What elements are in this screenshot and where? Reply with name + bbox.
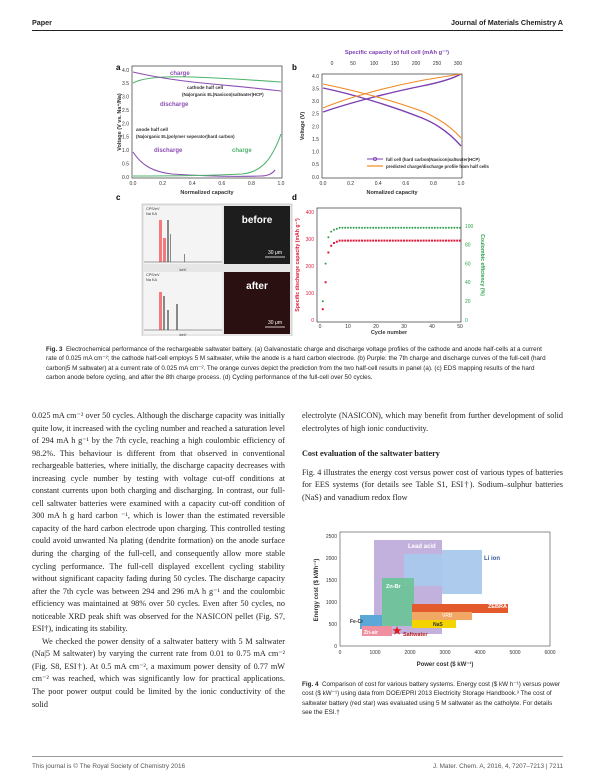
panel-d-ytick-1: 300 bbox=[305, 236, 314, 243]
cathode-note-2: (Na|organic EL|Nasicon|saltwater|HCP) bbox=[182, 92, 264, 97]
efficiency-point bbox=[325, 263, 327, 265]
figure-3-caption-text: Electrochemical performance of the rechargeable saltwater battery. (a) Galvanostatic charge and discharge voltage profiles of the cathode and anode half-cells at a current rate of 0.025 mA cm⁻²; the cathode half-cell employs 5 M saltwater, while the anode is a hard carbon electrode. (b) Purple: the 7th charge and discharge curves of the full-cell (hard carbon|5 M saltwater) at a current rate of 0.025 mA cm⁻². The orange curves depict the prediction from the two half-cell results in panel (a). (c) EDS mapping results of the hard carbon anode before cycling, and after the 8th charge process. (d) Cycling performance of the full-cell over 50 cycles. bbox=[46, 346, 546, 382]
capacity-point bbox=[369, 240, 371, 242]
capacity-point bbox=[322, 308, 324, 310]
capacity-point bbox=[411, 240, 413, 242]
efficiency-point bbox=[395, 227, 397, 229]
figure-4 bbox=[302, 528, 563, 668]
panel-d-xtick-0: 0 bbox=[318, 324, 322, 330]
capacity-point bbox=[439, 240, 441, 242]
panel-b-ytick-5: 1.5 bbox=[312, 136, 319, 143]
header-right: Journal of Materials Chemistry A bbox=[451, 18, 563, 27]
panel-a-ytick-3: 2.5 bbox=[122, 107, 129, 114]
capacity-point bbox=[353, 240, 355, 242]
panel-d-y2tick-5: 0 bbox=[465, 317, 468, 324]
label-zn-air: Zn-air bbox=[364, 630, 378, 636]
panel-b-xtick-5: 1.0 bbox=[457, 181, 465, 187]
fig4-ytick-2: 1500 bbox=[325, 577, 337, 584]
panel-d-ytick-4: 0 bbox=[311, 317, 314, 324]
capacity-point bbox=[403, 240, 405, 242]
anode-note-1: anode half cell bbox=[136, 127, 168, 132]
fig4-ylabel: Energy cost ($ kWh⁻¹) bbox=[314, 558, 320, 622]
capacity-point bbox=[358, 240, 360, 242]
fig4-ytick-4: 500 bbox=[328, 621, 337, 628]
panel-a-frame bbox=[132, 66, 282, 178]
capacity-point bbox=[442, 240, 444, 242]
left-paragraph-2: We checked the power density of a saltwater battery with 5 M saltwater (Na|5 M saltwater) by varying the current rate from 0.01 to 0.75 mA cm⁻² (Fig. S8, ESI†). At 0.5 mA cm⁻², a maximum power density of 0.77 mW cm⁻² was reached, which was significantly low for practical applications. The poor power output could be limited by the ionic conductivity of the solid bbox=[32, 636, 285, 709]
panel-c-xlabel-before: keV bbox=[179, 267, 187, 272]
efficiency-point bbox=[392, 227, 394, 229]
efficiency-point bbox=[350, 227, 352, 229]
panel-b-ytick-6: 1.0 bbox=[312, 149, 319, 156]
panel-d-xlabel: Cycle number bbox=[370, 330, 408, 336]
fig4-xtick-1: 1000 bbox=[369, 650, 381, 656]
left-paragraph-1: 0.025 mA cm⁻² over 50 cycles. Although the discharge capacity was initially quite low, it increased with the cycling number and reached a saturation level of 294 mA h g⁻¹ by the 7th cycle, reaching a high coulombic efficiency of 98.2%. This behaviour is different from that observed in conventional rechargeable batteries, where initially, the discharge capacity decreases with increasing cycle number by testing with voltage cut-off conditions at constant currents upon both charging and discharging. In contrast, our full-cell saltwater batteries were examined with a capacity cut-off condition of 300 mA h g hard carbon ⁻¹, which is lower than the estimated reversible capacity of the hard carbon electrode upon charging. This controlled testing could avoid unwanted Na plating (dendrite formation) on the anode surface during the charging of the full-cell, and consequently allow more stable cycling performance. The full-cell displayed excellent cycling stability without significant capacity fading during 50 cycles. The discharge capacity after the 7th cycle was between 294 and 296 mA h g⁻¹ and the coulombic efficiency was maintained at 98% over 50 cycles. Even after 50 cycles, no noticeable XRD peak shift was observed for the NASICON pellet (Fig. S7, ESI†), indicating its stability. bbox=[32, 411, 285, 634]
panel-a-ytick-7: 0.5 bbox=[122, 161, 129, 168]
panel-b-xtick-0: 0.0 bbox=[319, 181, 327, 187]
panel-a-charge-label: charge bbox=[170, 71, 190, 77]
panel-b-xtick-1: 0.2 bbox=[347, 181, 355, 187]
fig4-xtick-5: 5000 bbox=[509, 650, 521, 656]
panel-c-na-after: Na KA bbox=[146, 278, 157, 282]
panel-b-toptick-5: 250 bbox=[432, 61, 442, 67]
capacity-point bbox=[431, 240, 433, 242]
panel-b-top-title: Specific capacity of full cell (mAh g⁻¹) bbox=[344, 50, 450, 56]
efficiency-point bbox=[397, 227, 399, 229]
efficiency-point bbox=[381, 227, 383, 229]
efficiency-point bbox=[417, 227, 419, 229]
capacity-point bbox=[367, 240, 369, 242]
panel-d-xtick-3: 30 bbox=[401, 324, 407, 330]
panel-a-xlabel: Normalized capacity bbox=[180, 190, 234, 196]
efficiency-point bbox=[456, 227, 458, 229]
eds-image-after bbox=[224, 272, 290, 334]
capacity-point bbox=[347, 240, 349, 242]
panel-c-cps-after: CPS/eV bbox=[146, 273, 160, 277]
efficiency-point bbox=[414, 227, 416, 229]
efficiency-point bbox=[423, 227, 425, 229]
figure-4-caption-text: Comparison of cost for various battery systems. Energy cost ($ kW h⁻¹) versus power cost ($ kW⁻¹) using data from DOE/EPRI 2013 Electricity Storage Handbook.³ The cost of saltwater battery (red star) was evaluated using 5 M saltwater as the catholyte. For details see the ESI.† bbox=[302, 681, 561, 717]
panel-a-ytick-6: 1.0 bbox=[122, 148, 129, 155]
efficiency-point bbox=[403, 227, 405, 229]
panel-b-frame bbox=[322, 74, 462, 178]
panel-c-scale-before: 30 μm bbox=[268, 250, 282, 256]
capacity-point bbox=[445, 240, 447, 242]
capacity-point bbox=[437, 240, 439, 242]
efficiency-point bbox=[344, 227, 346, 229]
fig4-xtick-0: 0 bbox=[338, 650, 342, 656]
panel-b-toptick-0: 0 bbox=[330, 61, 334, 67]
panel-b-toptick-3: 150 bbox=[390, 61, 400, 67]
panel-b-ylabel: Voltage (V) bbox=[300, 111, 306, 141]
efficiency-point bbox=[445, 227, 447, 229]
panel-c-before: before bbox=[241, 215, 273, 226]
region-li-ion bbox=[442, 550, 482, 594]
capacity-point bbox=[428, 240, 430, 242]
efficiency-point bbox=[420, 227, 422, 229]
panel-d-frame bbox=[317, 208, 461, 322]
capacity-point bbox=[333, 242, 335, 244]
capacity-point bbox=[361, 240, 363, 242]
label-zn-br: Zn-Br bbox=[386, 584, 401, 590]
efficiency-point bbox=[358, 227, 360, 229]
efficiency-point bbox=[333, 229, 335, 231]
capacity-point bbox=[372, 240, 374, 242]
efficiency-point bbox=[448, 227, 450, 229]
panel-a-ytick-1: 3.5 bbox=[122, 81, 129, 88]
panel-b-toptick-2: 100 bbox=[369, 61, 379, 67]
efficiency-point bbox=[383, 227, 385, 229]
efficiency-point bbox=[406, 227, 408, 229]
anode-discharge-label: discharge bbox=[154, 148, 183, 154]
footer-right: J. Mater. Chem. A, 2016, 4, 7207–7213 | 7211 bbox=[432, 763, 563, 770]
capacity-point bbox=[397, 240, 399, 242]
panel-a-xtick-3: 0.6 bbox=[218, 181, 226, 187]
panel-a-xtick-1: 0.2 bbox=[159, 181, 167, 187]
efficiency-point bbox=[336, 228, 338, 230]
capacity-point bbox=[364, 240, 366, 242]
anode-charge-label: charge bbox=[232, 148, 252, 154]
legend-full-cell: full cell (hard carbon|Nasicon|saltwater|HCP) bbox=[386, 157, 480, 162]
panel-d-y2tick-3: 40 bbox=[465, 280, 471, 287]
efficiency-point bbox=[451, 227, 453, 229]
figure-3-caption bbox=[46, 345, 554, 383]
label-nas: NaS bbox=[433, 622, 443, 628]
panel-b-ytick-0: 4.0 bbox=[312, 73, 319, 80]
efficiency-point bbox=[453, 227, 455, 229]
capacity-point bbox=[459, 240, 461, 242]
capacity-point bbox=[423, 240, 425, 242]
efficiency-point bbox=[341, 227, 343, 229]
fig4-ytick-3: 1000 bbox=[325, 599, 337, 606]
capacity-point bbox=[378, 240, 380, 242]
panel-b-toptick-1: 50 bbox=[350, 61, 356, 67]
cathode-note-1: cathode half cell bbox=[187, 85, 223, 90]
panel-a-ytick-8: 0.0 bbox=[122, 174, 129, 181]
panel-a-xtick-0: 0.0 bbox=[129, 181, 137, 187]
panel-d-y2tick-1: 80 bbox=[465, 242, 471, 249]
efficiency-point bbox=[330, 231, 332, 233]
panel-b-ytick-4: 2.0 bbox=[312, 124, 319, 131]
panel-a-xtick-5: 1.0 bbox=[277, 181, 285, 187]
panel-b-xtick-2: 0.4 bbox=[374, 181, 382, 187]
capacity-point bbox=[325, 281, 327, 283]
panel-b-ytick-1: 3.5 bbox=[312, 86, 319, 93]
panel-c-na-before: Na KA bbox=[146, 212, 157, 216]
efficiency-point bbox=[431, 227, 433, 229]
efficiency-point bbox=[364, 227, 366, 229]
capacity-point bbox=[434, 240, 436, 242]
capacity-point bbox=[406, 240, 408, 242]
capacity-point bbox=[392, 240, 394, 242]
panel-a-xtick-4: 0.8 bbox=[247, 181, 255, 187]
efficiency-point bbox=[442, 227, 444, 229]
panel-d-ylabel: Specific discharge capacity (mAh g⁻¹) bbox=[295, 218, 301, 312]
efficiency-point bbox=[400, 227, 402, 229]
panel-d-xtick-1: 10 bbox=[345, 324, 351, 330]
efficiency-point bbox=[339, 227, 341, 229]
anode-note-2: (Na|organic EL|polymer seperator|hard carbon) bbox=[136, 134, 235, 139]
panel-b-label: b bbox=[292, 63, 297, 72]
efficiency-point bbox=[353, 227, 355, 229]
eds-spectrum-before bbox=[144, 206, 222, 272]
efficiency-point bbox=[437, 227, 439, 229]
capacity-point bbox=[383, 240, 385, 242]
panel-c-after: after bbox=[246, 281, 268, 292]
panel-a-discharge-label: discharge bbox=[160, 102, 189, 108]
panel-a-ytick-4: 2.0 bbox=[122, 121, 129, 128]
efficiency-point bbox=[378, 227, 380, 229]
figure-3 bbox=[32, 34, 563, 336]
panel-a-ytick-2: 3.0 bbox=[122, 94, 129, 101]
efficiency-point bbox=[459, 227, 461, 229]
panel-d-y2tick-4: 20 bbox=[465, 299, 471, 305]
panel-d-ytick-3: 100 bbox=[305, 290, 314, 297]
panel-c-cps-before: CPS/eV bbox=[146, 207, 160, 211]
panel-c-xlabel-after: keV bbox=[179, 332, 187, 336]
left-column bbox=[32, 410, 285, 711]
efficiency-point bbox=[369, 227, 371, 229]
capacity-point bbox=[409, 240, 411, 242]
panel-d-y2tick-2: 60 bbox=[465, 261, 471, 268]
capacity-point bbox=[327, 252, 329, 254]
capacity-point bbox=[451, 240, 453, 242]
capacity-point bbox=[456, 240, 458, 242]
capacity-point bbox=[389, 240, 391, 242]
capacity-point bbox=[420, 240, 422, 242]
capacity-point bbox=[425, 240, 427, 242]
panel-d-xtick-2: 20 bbox=[373, 324, 379, 330]
efficiency-point bbox=[425, 227, 427, 229]
label-lead-acid: Lead acid bbox=[408, 544, 436, 550]
efficiency-point bbox=[327, 236, 329, 238]
right-column bbox=[302, 410, 563, 504]
panel-a-label: a bbox=[116, 63, 121, 72]
panel-b-xtick-3: 0.6 bbox=[402, 181, 410, 187]
header-left: Paper bbox=[32, 18, 52, 27]
panel-b-xlabel: Nomalized capacity bbox=[366, 190, 418, 196]
label-vrb: VRB bbox=[442, 613, 453, 619]
right-paragraph-2: Fig. 4 illustrates the energy cost versus power cost of various types of batteries for EES systems (for details see Table S1, ESI†). Sodium–sulphur batteries (NaS) and vanadium redox flow bbox=[302, 467, 563, 502]
panel-d-y2label: Coulombic efficiency (%) bbox=[479, 234, 485, 296]
fig4-xtick-6: 6000 bbox=[544, 650, 556, 656]
fig4-xlabel: Power cost ($ kW⁻¹) bbox=[416, 662, 474, 668]
capacity-point bbox=[355, 240, 357, 242]
efficiency-point bbox=[386, 227, 388, 229]
capacity-point bbox=[381, 240, 383, 242]
label-zebra: ZEBRA bbox=[488, 604, 507, 610]
eds-image-before bbox=[224, 206, 290, 264]
efficiency-point bbox=[434, 227, 436, 229]
panel-b-xtick-4: 0.8 bbox=[429, 181, 437, 187]
fig4-xtick-3: 3000 bbox=[439, 650, 451, 656]
legend-predicted: predicted charge/discharge profile from half cells bbox=[386, 164, 489, 169]
section-title: Cost evaluation of the saltwater battery bbox=[302, 449, 440, 459]
panel-d-label: d bbox=[292, 193, 297, 202]
figure-4-caption bbox=[302, 680, 563, 718]
panel-b-toptick-6: 300 bbox=[453, 61, 463, 67]
panel-a-ytick-5: 1.5 bbox=[122, 134, 129, 141]
fig4-ytick-0: 2500 bbox=[325, 533, 337, 540]
figure-4-svg bbox=[302, 528, 563, 668]
capacity-point bbox=[339, 240, 341, 242]
panel-d-xtick-4: 40 bbox=[429, 324, 435, 330]
panel-d-y2tick-0: 100 bbox=[465, 223, 474, 230]
panel-c-label: c bbox=[116, 193, 121, 202]
efficiency-point bbox=[361, 227, 363, 229]
eds-spectrum-after bbox=[144, 272, 222, 336]
panel-c-scale-after: 30 μm bbox=[268, 320, 282, 326]
capacity-point bbox=[414, 240, 416, 242]
figure-3-caption-lead: Fig. 3 bbox=[46, 346, 63, 353]
capacity-point bbox=[417, 240, 419, 242]
efficiency-point bbox=[375, 227, 377, 229]
capacity-point bbox=[448, 240, 450, 242]
efficiency-point bbox=[428, 227, 430, 229]
label-saltwater: Saltwater bbox=[403, 632, 428, 638]
fig4-xtick-4: 4000 bbox=[474, 650, 486, 656]
efficiency-point bbox=[355, 227, 357, 229]
efficiency-point bbox=[389, 227, 391, 229]
label-li-ion: Li ion bbox=[484, 556, 500, 562]
capacity-point bbox=[453, 240, 455, 242]
capacity-point bbox=[344, 240, 346, 242]
fig4-xtick-2: 2000 bbox=[404, 650, 416, 656]
efficiency-point bbox=[439, 227, 441, 229]
header-rule bbox=[32, 30, 563, 31]
efficiency-point bbox=[372, 227, 374, 229]
capacity-point bbox=[336, 241, 338, 243]
panel-b-toptick-4: 200 bbox=[411, 61, 421, 67]
capacity-point bbox=[341, 240, 343, 242]
efficiency-point bbox=[411, 227, 413, 229]
panel-b-ytick-8: 0.0 bbox=[312, 174, 319, 181]
capacity-point bbox=[386, 240, 388, 242]
fig4-ytick-5: 0 bbox=[334, 643, 337, 650]
panel-a-ylabel: Voltage (V vs. Na⁺/Na) bbox=[117, 93, 123, 151]
efficiency-point bbox=[367, 227, 369, 229]
panel-a-xtick-2: 0.4 bbox=[188, 181, 196, 187]
capacity-point bbox=[375, 240, 377, 242]
fig4-ytick-1: 2000 bbox=[325, 555, 337, 562]
capacity-point bbox=[330, 245, 332, 247]
panel-d-ytick-0: 400 bbox=[305, 209, 314, 216]
efficiency-point bbox=[347, 227, 349, 229]
capacity-point bbox=[395, 240, 397, 242]
label-fe-cr: Fe-Cr bbox=[350, 619, 364, 625]
capacity-point bbox=[350, 240, 352, 242]
efficiency-point bbox=[409, 227, 411, 229]
panel-d-ytick-2: 200 bbox=[305, 263, 314, 270]
capacity-point bbox=[400, 240, 402, 242]
figure-3-svg bbox=[32, 34, 563, 336]
right-paragraph-1: electrolyte (NASICON), which may benefit from further development of solid electrolytes of high ionic conductivity. bbox=[302, 411, 563, 433]
panel-b-ytick-3: 2.5 bbox=[312, 111, 319, 118]
panel-d-xtick-5: 50 bbox=[457, 324, 463, 330]
panel-b-ytick-2: 3.0 bbox=[312, 99, 319, 106]
footer-left: This journal is © The Royal Society of Chemistry 2016 bbox=[32, 763, 186, 770]
panel-a-ytick-0: 4.0 bbox=[122, 67, 129, 74]
efficiency-point bbox=[322, 300, 324, 302]
panel-b-ytick-7: 0.5 bbox=[312, 162, 319, 169]
figure-4-caption-lead: Fig. 4 bbox=[302, 681, 319, 688]
